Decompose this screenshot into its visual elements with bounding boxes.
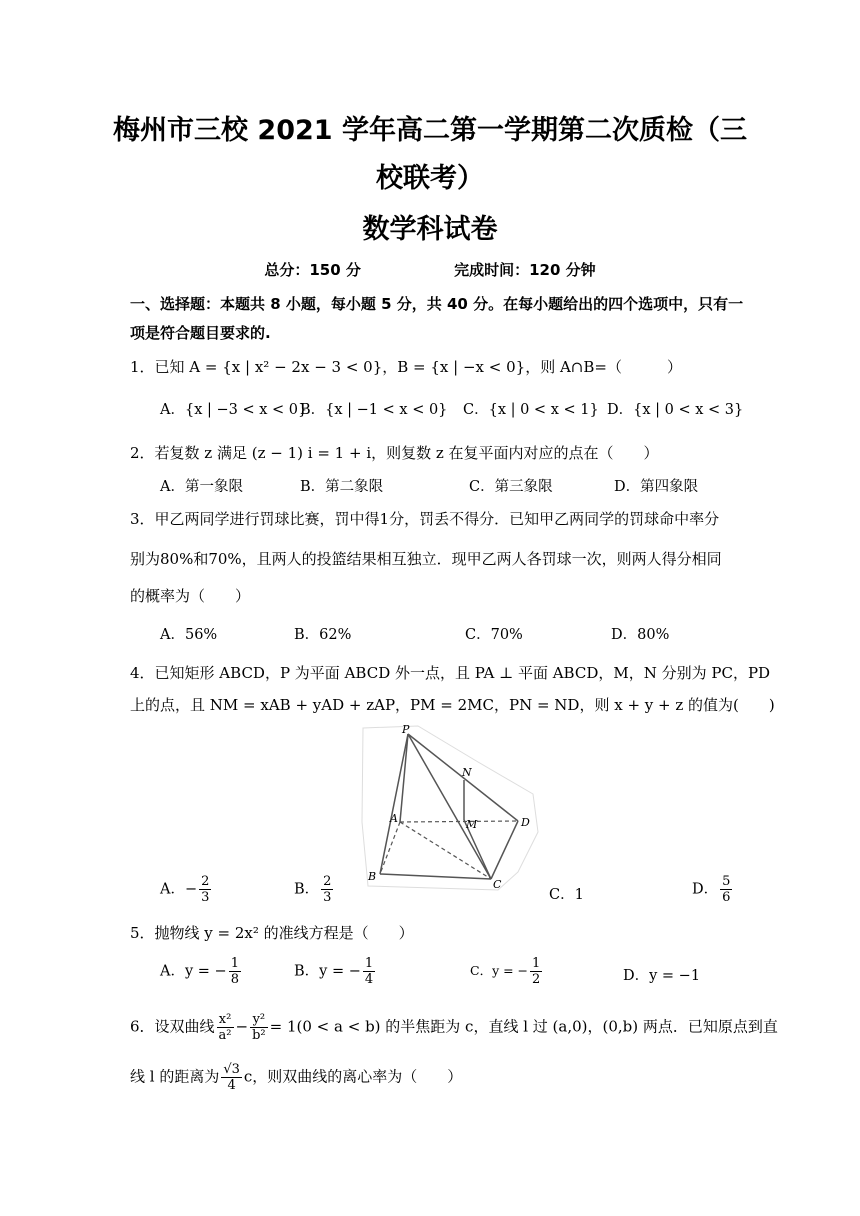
label-n: N [462, 766, 472, 779]
duration: 完成时间：120 分钟 [454, 261, 596, 279]
q2-option-d[interactable]: D．第四象限 [614, 479, 699, 495]
label-a: A [390, 812, 398, 825]
q1-stem: 1．已知 A = {x | x² − 2x − 3 < 0}，B = {x | −x < 0}，则 A∩B=（ ） [130, 358, 682, 376]
q5-option-a-prefix: A．y = − [160, 963, 227, 980]
q5-stem: 5．抛物线 y = 2x² 的准线方程是（ ） [130, 924, 414, 942]
exam-subject: 数学科试卷 [362, 214, 498, 245]
fraction-denominator: 3 [201, 890, 210, 905]
q4-line2: 上的点，且 NM = xAB + yAD + zAP，PM = 2MC，PN = ND，则 x + y + z 的值为( ) [130, 696, 775, 714]
q3-line2: 别为80%和70%，且两人的投篮结果相互独立．现甲乙两人各罚球一次，则两人得分相同 [130, 550, 722, 568]
label-b: B [368, 870, 377, 883]
q1-option-a[interactable]: A．{x | −3 < x < 0} [160, 402, 308, 418]
label-d: D [521, 816, 530, 829]
fraction-denominator: 2 [532, 972, 541, 987]
label-p: P [402, 723, 410, 736]
score-info [0, 259, 860, 280]
q5-option-c[interactable] [470, 956, 544, 987]
label-m: M [466, 818, 478, 831]
q2-option-b[interactable]: B．第二象限 [300, 479, 384, 495]
section1-heading-line2: 项是符合题目要求的. [130, 324, 271, 342]
fraction-denominator: 8 [230, 972, 239, 987]
exam-title-line1: 梅州市三校 2021 学年高二第一学期第二次质检（三 [113, 115, 747, 146]
q5-option-d[interactable]: D．y = −1 [623, 968, 701, 984]
q6-line2 [130, 1062, 462, 1093]
q4-option-b[interactable] [294, 874, 335, 905]
q5-option-b-prefix: B．y = − [294, 963, 361, 980]
fraction-numerator: 1 [364, 956, 374, 971]
label-c: C [493, 878, 502, 891]
q4-option-a-fraction [199, 874, 211, 905]
q3-option-a[interactable]: A．56% [160, 627, 218, 643]
section1-heading-line1: 一、选择题：本题共 8 小题，每小题 5 分，共 40 分。在每小题给出的四个选项中，只有一 [130, 295, 744, 313]
q4-option-c[interactable]: C．1 [549, 887, 584, 903]
fraction-numerator: x² [217, 1012, 234, 1028]
q4-option-d-prefix: D． [692, 881, 719, 898]
q4-option-b-fraction [321, 874, 333, 905]
fraction-numerator: 1 [532, 956, 541, 971]
q4-line1: 4．已知矩形 ABCD，P 为平面 ABCD 外一点，且 PA ⊥ 平面 ABCD，M，N 分别为 PC，PD [130, 664, 771, 682]
q2-option-c[interactable]: C．第三象限 [469, 479, 553, 495]
q6-line2-suffix: c，则双曲线的离心率为（ ） [243, 1067, 463, 1086]
q1-option-c[interactable]: C．{x | 0 < x < 1} [463, 402, 599, 418]
fraction-denominator: 6 [722, 890, 731, 905]
q5-option-c-fraction [530, 956, 542, 987]
q1-option-b[interactable]: B．{x | −1 < x < 0} [300, 402, 448, 418]
q6-minus: − [235, 1017, 249, 1036]
fraction-numerator: 2 [323, 874, 332, 889]
q4-option-d-fraction [720, 874, 732, 905]
q6-fraction-distance [221, 1062, 242, 1093]
q3-line1: 3．甲乙两同学进行罚球比赛，罚中得1分，罚丢不得分．已知甲乙两同学的罚球命中率分 [130, 510, 720, 528]
total-score: 总分：150 分 [264, 261, 361, 279]
fraction-numerator: 2 [201, 874, 210, 889]
q6-line1-prefix: 6．设双曲线 [130, 1017, 215, 1036]
q6-line2-prefix: 线 l 的距离为 [130, 1067, 220, 1086]
q3-option-c[interactable]: C．70% [465, 627, 523, 643]
q6-line1-suffix: = 1(0 < a < b) 的半焦距为 c，直线 l 过 (a,0)，(0,b) 两点．已知原点到直 [269, 1017, 778, 1036]
q5-option-a[interactable] [160, 956, 243, 987]
q5-option-a-fraction [229, 956, 241, 987]
q3-option-b[interactable]: B．62% [294, 627, 352, 643]
q4-option-b-prefix: B． [294, 881, 320, 898]
fraction-denominator: 3 [323, 890, 332, 905]
fraction-denominator: a² [218, 1028, 232, 1043]
q2-stem: 2．若复数 z 满足 (z − 1) i = 1 + i，则复数 z 在复平面内对应的点在（ ） [130, 444, 659, 462]
q3-option-d[interactable]: D．80% [611, 627, 670, 643]
q3-line3: 的概率为（ ） [130, 587, 251, 605]
pyramid-figure [358, 722, 548, 892]
q4-option-a[interactable] [160, 874, 213, 905]
fraction-numerator: 1 [230, 956, 239, 971]
fraction-numerator: √3 [223, 1062, 240, 1077]
q6-fraction-x [217, 1012, 234, 1043]
exam-title-line2: 校联考） [376, 163, 484, 194]
q1-option-d[interactable]: D．{x | 0 < x < 3} [607, 402, 744, 418]
fraction-numerator: 5 [722, 874, 731, 889]
fraction-denominator: 4 [227, 1078, 236, 1093]
q2-option-a[interactable]: A．第一象限 [160, 479, 243, 495]
fraction-numerator: y² [250, 1012, 268, 1028]
q5-option-b-fraction [363, 956, 375, 987]
q4-option-a-prefix: A．− [160, 881, 198, 898]
q5-option-b[interactable] [294, 956, 377, 987]
q6-line1 [130, 1012, 778, 1043]
q4-option-d[interactable] [692, 874, 734, 905]
q5-option-c-prefix: C．y = − [470, 963, 529, 978]
fraction-denominator: 4 [364, 972, 374, 987]
q6-fraction-y [250, 1012, 268, 1043]
fraction-denominator: b² [252, 1028, 266, 1043]
